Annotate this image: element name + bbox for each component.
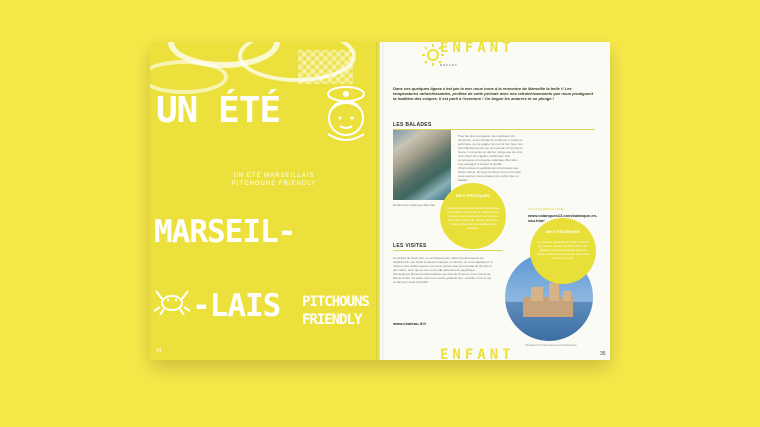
header-small-label: ENFANT <box>440 63 458 67</box>
link-label-1: CALANQUES13.COM <box>528 207 564 211</box>
info-body-1: Le parking situé entre la rue Bau Rouge, la meilleure moyen de se rendre à vos criques. Les randonneurs sont en été avec 30 minutes de marche depuis le parking. Des sentiers balisés sont indiqués. <box>446 206 500 230</box>
right-folio: 35 <box>600 351 606 357</box>
title-line2: MARSEIL- <box>154 214 296 250</box>
subtitle-line2: PITCHOUNE FRIENDLY <box>231 181 317 187</box>
balades-title: LES BALADES <box>393 122 432 128</box>
intro-text <box>393 86 595 101</box>
intro-paragraph: Dans ces quelques lignes c'est par la mer nous irons à la rencontre de Marseille la belle !! Les températures rafraîchissantes, profitez de cette période avec nos rafraîchissements que nous prodiguent la tradition des criques. <box>393 86 594 101</box>
page-footer: ENFANT <box>440 347 515 360</box>
chateau-link[interactable]: www.chateau-if.fr <box>393 321 427 326</box>
info-title-1: INFO PRATIQUES <box>456 193 490 198</box>
info-body-2: Le château est ouvert le matin et en fin de journée, ouvert de 10h à 17h. Une vigilance est recommandée avec les jeunes enfants pour tous les accès des visites de le site. <box>537 240 589 260</box>
chateau-tower <box>549 283 559 301</box>
page-header: ENFANT <box>440 42 515 56</box>
calanques-link[interactable]: www.calanques13.com/calanque-en-vau.html <box>528 213 598 223</box>
subtitle-line1: UN ÉTÉ MARSEILLAIS <box>233 173 315 179</box>
right-page <box>380 42 610 360</box>
girl-illustration-icon <box>318 82 376 146</box>
cliff-photo <box>393 130 451 200</box>
decorative-swirl <box>150 60 228 94</box>
chateau-tower <box>563 291 571 301</box>
checker-pattern <box>298 50 353 84</box>
left-folio: 34 <box>156 348 162 354</box>
cliff-photo-caption: Randonnée Calanque d'En-Vau <box>393 203 436 207</box>
visites-text: Au départ du vieux port, on embarque pour partir à la découverte du château d'If. Les récits évoquent l'époque et culturel, on vous apprêterez le frissons des vieilles pierres, les vieux grottes que promenade du chemin et des rades, ainsi que la vue sur la ville absolument magnifique. Monseigneur Bonnet emblématiques aux fins de l'homme et au Comte de Monte Cristo. La visite vous est ouverte gratuitement, réveillez-vous et qui se fait pour toute la famille. <box>393 256 493 284</box>
side-title-line1: PITCHOUNS <box>302 294 369 310</box>
chateau-caption: Château d'If, Monument au Patrimoine <box>525 343 577 347</box>
balades-text: Pour les plus courageux, les marcheurs du dimanche, et les friands de surprises, il existe un petit ligne, qui ne gagne rien par la mer (pour les plus flambeurs) est une promenade d'une bonne heure. Il est après un dernier virage que les pins et le chant des cigales, d'effet bien plus somptueuse et turquoise calanque d'En-Vau... Les paysages à couper le souffle d'harmoniseront parfaitement à la beauté des fonds marins. Et vous prendrez un bon bol d'air, vous pourrez vous extasier plus qu'En Vau en balade ! <box>458 134 523 182</box>
title-line3: -LAIS <box>192 288 281 324</box>
info-title-2: INFO PRATIQUES <box>546 229 580 234</box>
crab-icon <box>154 287 190 315</box>
visites-title: LES VISITES <box>393 243 427 249</box>
intro-cta: Il est parti à l'aventure ! On largue les amarres et on plonge ! <box>439 96 555 101</box>
chateau-tower <box>531 287 543 301</box>
title-line1: UN ÉTÉ <box>156 90 281 131</box>
section-divider <box>393 250 503 251</box>
side-title-line2: FRIENDLY <box>302 312 362 328</box>
magazine-spine <box>376 42 384 360</box>
left-page <box>150 42 380 360</box>
magazine-spread <box>150 42 610 360</box>
